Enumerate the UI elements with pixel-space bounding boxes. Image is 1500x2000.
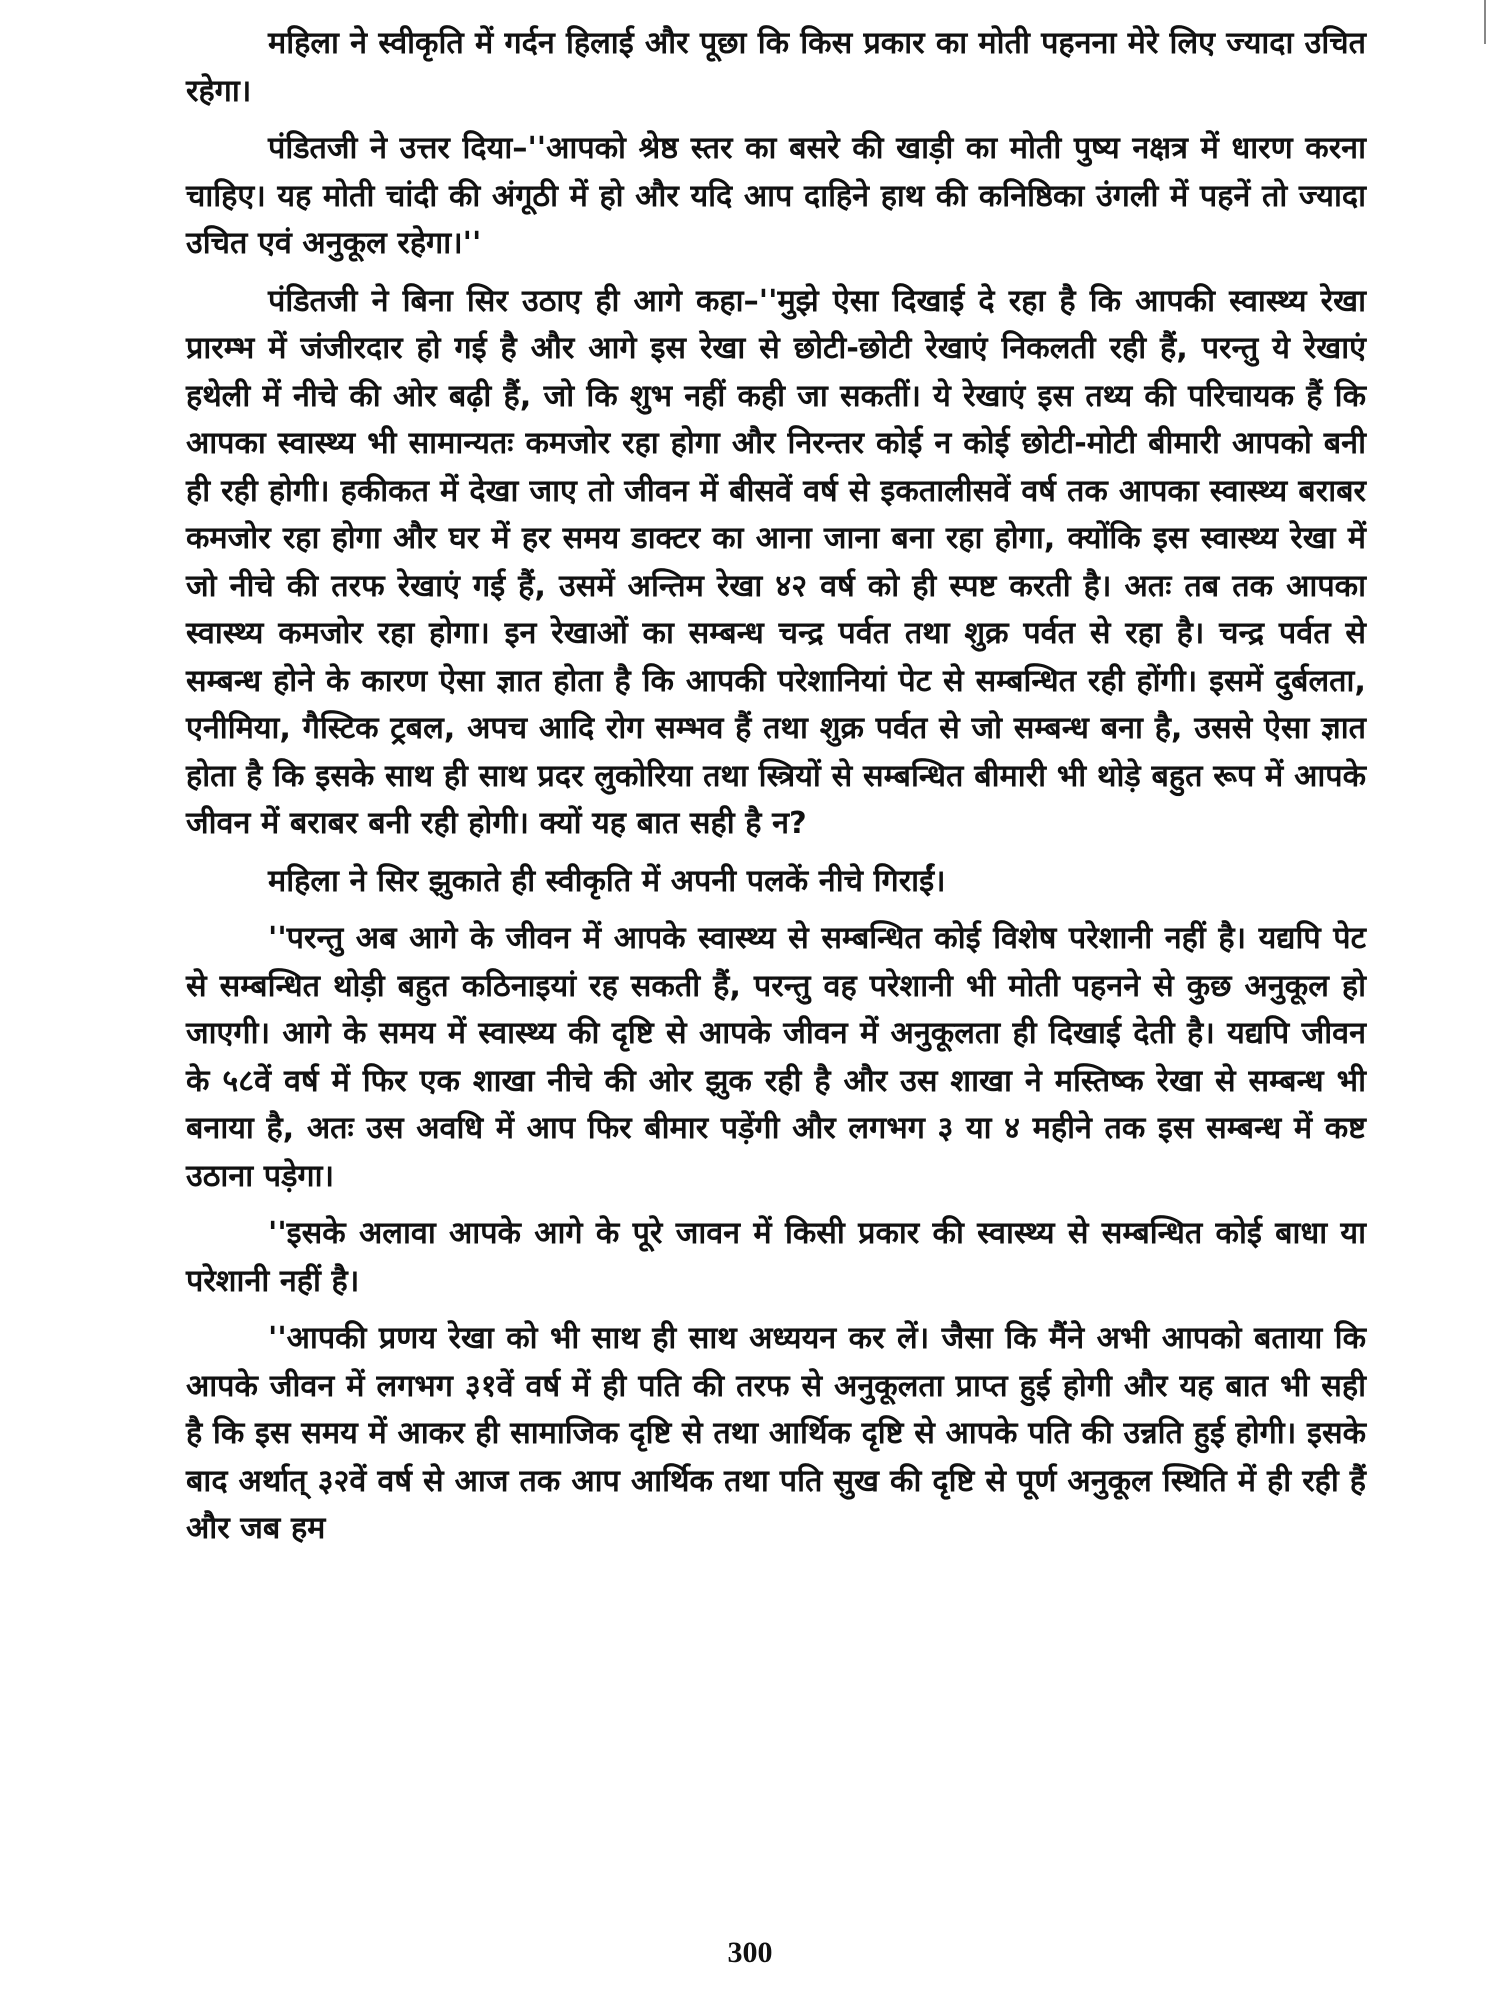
page-number: 300 bbox=[727, 1936, 773, 1969]
paragraph-6: ''इसके अलावा आपके आगे के पूरे जावन में किसी प्रकार की स्वास्थ्य से सम्बन्धित कोई बाधा या परेशानी नहीं है। bbox=[186, 1216, 1366, 1299]
paragraph-5: ''परन्तु अब आगे के जीवन में आपके स्वास्थ्य से सम्बन्धित कोई विशेष परेशानी नहीं है। यद्यपि पेट से सम्बन्धित थोड़ी बहुत कठिनाइयां रह सकती हैं, परन्तु वह परेशानी भी मोती पहनने से कुछ अनुकूल हो जाएगी। आगे के समय में स्वास्थ्य की दृष्टि से आपके जीवन में अनुकूलता ही दिखाई देती है। यद्यपि जीवन के ५८वें वर्ष में फिर एक शाखा नीचे की ओर झुक रही है और उस शाखा ने मस्तिष्क रेखा से सम्बन्ध भी बनाया है, अतः उस अवधि में आप फिर बीमार पड़ेंगी और लगभग ३ या ४ महीने तक इस सम्बन्ध में कष्ट उठाना पड़ेगा। bbox=[186, 921, 1366, 1194]
paragraph-1: महिला ने स्वीकृति में गर्दन हिलाई और पूछा कि किस प्रकार का मोती पहनना मेरे लिए ज्यादा उचित रहेगा। bbox=[186, 26, 1366, 109]
page-body bbox=[186, 20, 1366, 1980]
paragraph-7: ''आपकी प्रणय रेखा को भी साथ ही साथ अध्ययन कर लें। जैसा कि मैंने अभी आपको बताया कि आपके जीवन में लगभग ३१वें वर्ष में ही पति की तरफ से अनुकूलता प्राप्त हुई होगी और यह बात भी सही है कि इस समय में आकर ही सामाजिक दृष्टि से तथा आर्थिक दृष्टि से आपके पति की उन्नति हुई होगी। इसके बाद अर्थात् ३२वें वर्ष से आज तक आप आर्थिक तथा पति सुख की दृष्टि से पूर्ण अनुकूल स्थिति में ही रही हैं और जब हम bbox=[186, 1321, 1366, 1546]
paragraph-2: पंडितजी ने उत्तर दिया–''आपको श्रेष्ठ स्तर का बसरे की खाड़ी का मोती पुष्य नक्षत्र में धारण करना चाहिए। यह मोती चांदी की अंगूठी में हो और यदि आप दाहिने हाथ की कनिष्ठिका उंगली में पहनें तो ज्यादा उचित एवं अनुकूल रहेगा।'' bbox=[186, 131, 1366, 261]
paragraph-3: पंडितजी ने बिना सिर उठाए ही आगे कहा–''मुझे ऐसा दिखाई दे रहा है कि आपकी स्वास्थ्य रेखा प्रारम्भ में जंजीरदार हो गई है और आगे इस रेखा से छोटी-छोटी रेखाएं निकलती रही हैं, परन्तु ये रेखाएं हथेली में नीचे की ओर बढ़ी हैं, जो कि शुभ नहीं कही जा सकतीं। ये रेखाएं इस तथ्य की परिचायक हैं कि आपका स्वास्थ्य भी सामान्यतः कमजोर रहा होगा और निरन्तर कोई न कोई छोटी-मोटी बीमारी आपको बनी ही रही होगी। हकीकत में देखा जाए तो जीवन में बीसवें वर्ष से इकतालीसवें वर्ष तक आपका स्वास्थ्य बराबर कमजोर रहा होगा और घर में हर समय डाक्टर का आना जाना बना रहा होगा, क्योंकि इस स्वास्थ्य रेखा में जो नीचे की तरफ रेखाएं गई हैं, उसमें अन्तिम रेखा ४२ वर्ष को ही स्पष्ट करती है। अतः तब तक आपका स्वास्थ्य कमजोर रहा होगा। इन रेखाओं का सम्बन्ध चन्द्र पर्वत तथा शुक्र पर्वत से रहा है। चन्द्र पर्वत से सम्बन्ध होने के कारण ऐसा ज्ञात होता है कि आपकी परेशानियां पेट से सम्बन्धित रही होंगी। इसमें दुर्बलता, एनीमिया, गैस्टिक ट्रबल, अपच आदि रोग सम्भव हैं तथा शुक्र पर्वत से जो सम्बन्ध बना है, उससे ऐसा ज्ञात होता है कि इसके साथ ही साथ प्रदर लुकोरिया तथा स्त्रियों से सम्बन्धित बीमारी भी थोड़े बहुत रूप में आपके जीवन में बराबर बनी रही होगी। क्यों यह बात सही है न? bbox=[186, 283, 1366, 841]
paragraph-4: महिला ने सिर झुकाते ही स्वीकृति में अपनी पलकें नीचे गिराईं। bbox=[268, 863, 946, 899]
page-edge-mark bbox=[1484, 0, 1486, 44]
